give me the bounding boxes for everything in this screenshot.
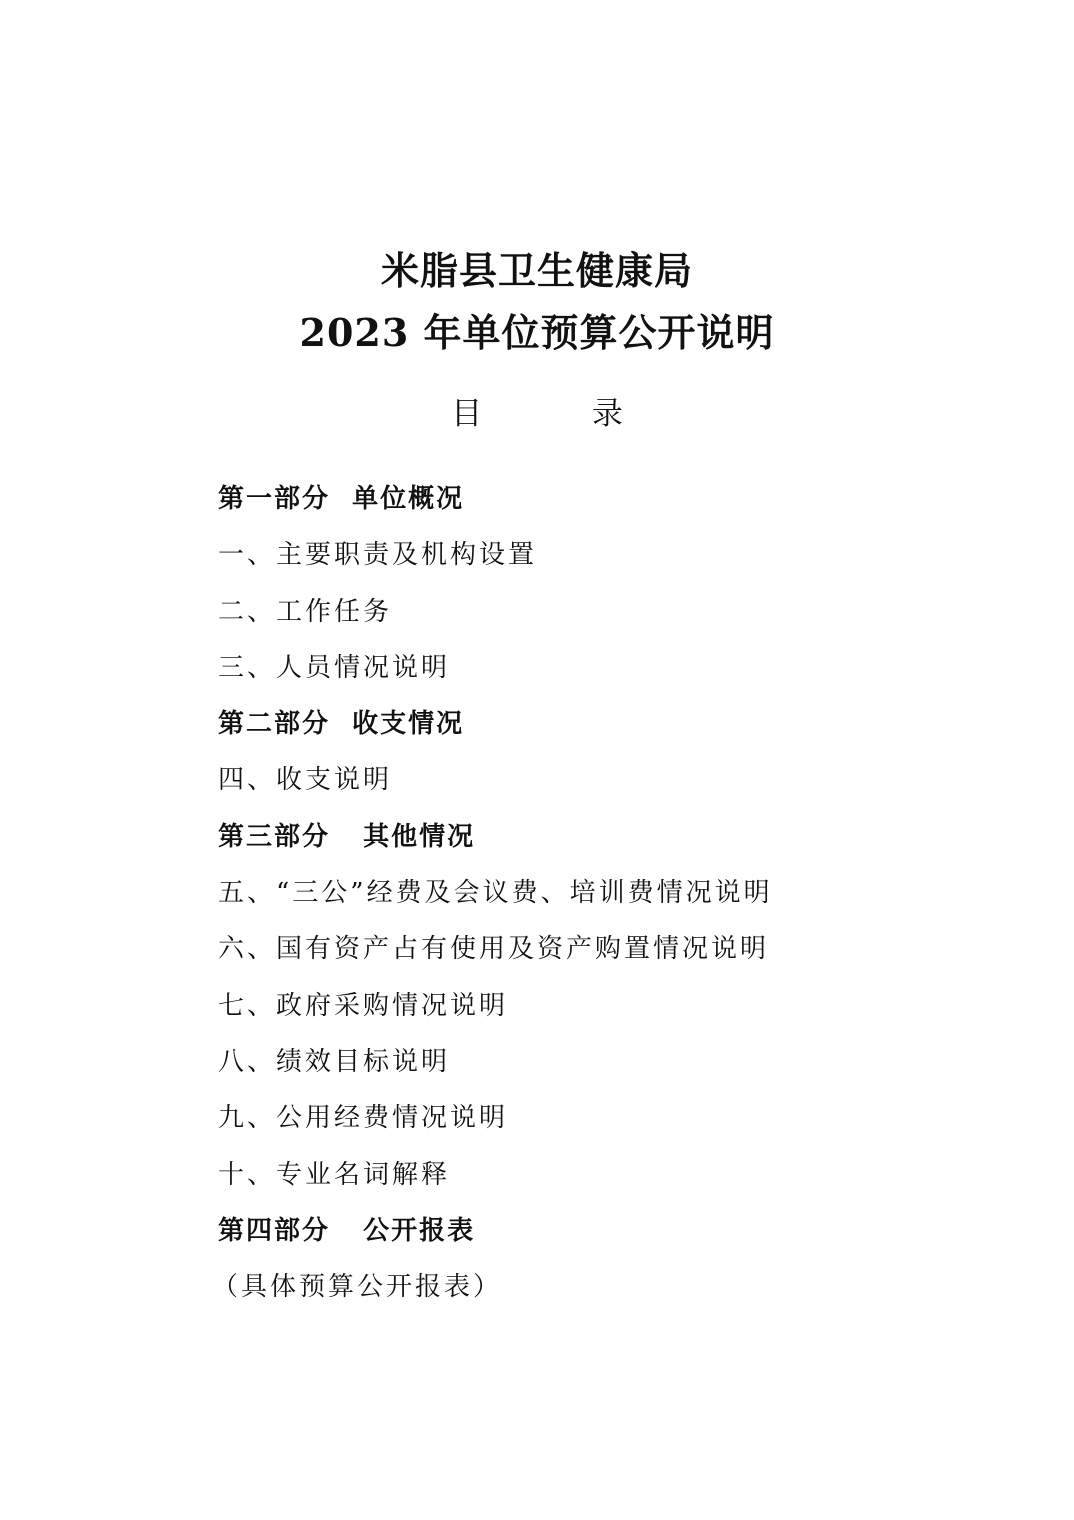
toc-item-8: 八、绩效目标说明 — [218, 1046, 451, 1077]
toc-part-2: 第二部分 收支情况 — [218, 709, 465, 740]
toc-note: （具体预算公开报表） — [212, 1272, 503, 1303]
toc-part-1: 第一部分 单位概况 — [218, 484, 465, 514]
toc-item-9: 九、公用经费情况说明 — [218, 1103, 509, 1134]
toc-heading: 目 录 — [451, 396, 653, 432]
toc-item-7: 七、政府采购情况说明 — [218, 990, 509, 1021]
title-line-budget: 2023 年单位预算公开说明 — [299, 310, 775, 355]
toc-part-3: 第三部分 其他情况 — [218, 821, 476, 852]
title-line-organization: 米脂县卫生健康局 — [380, 248, 693, 293]
toc-item-4: 四、收支说明 — [218, 765, 393, 796]
toc-item-6: 六、国有资产占有使用及资产购置情况说明 — [218, 934, 770, 965]
document-title — [0, 240, 1074, 364]
toc-part-4: 第四部分 公开报表 — [218, 1215, 476, 1246]
table-of-contents — [212, 476, 978, 1320]
toc-item-1: 一、主要职责及机构设置 — [218, 540, 538, 571]
toc-item-2: 二、工作任务 — [218, 596, 393, 627]
toc-item-5: 五、“三公”经费及会议费、培训费情况说明 — [218, 878, 773, 909]
toc-item-3: 三、人员情况说明 — [218, 652, 451, 683]
toc-item-10: 十、专业名词解释 — [218, 1159, 451, 1190]
